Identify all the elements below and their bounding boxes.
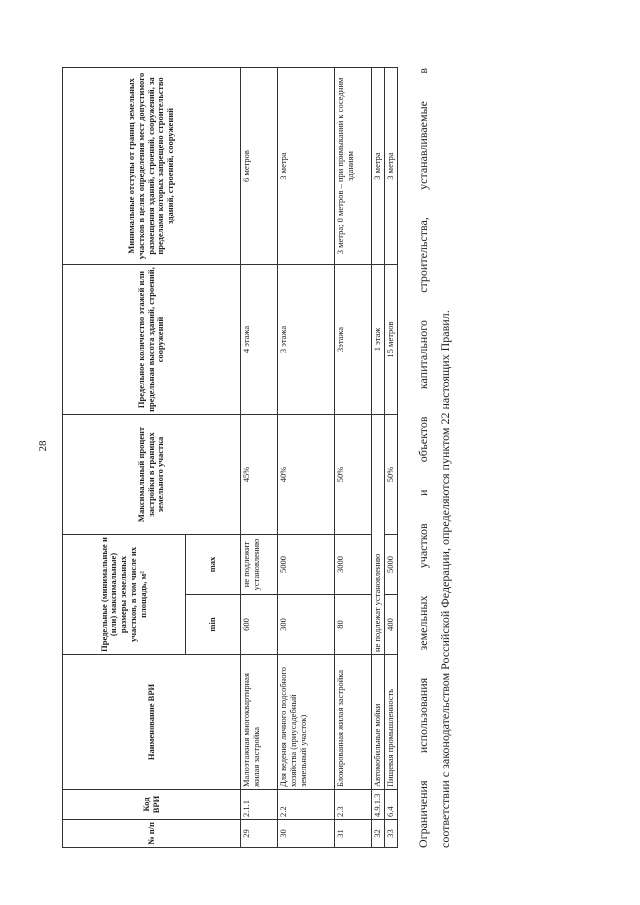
cell-percent: 40% bbox=[278, 415, 335, 535]
cell-code: 2.3 bbox=[335, 790, 372, 820]
cell-code: 6.4 bbox=[385, 790, 398, 820]
cell-floors: 3 этажа bbox=[278, 265, 335, 415]
page-number: 28 bbox=[37, 440, 49, 452]
cell-min: 400 bbox=[385, 595, 398, 655]
cell-max: 5000 bbox=[278, 535, 335, 595]
cell-name: Пищевая промышленность bbox=[385, 655, 398, 790]
header-percent: Максимальный процент застройки в границах земельного участка bbox=[63, 415, 241, 535]
cell-code: 2.2 bbox=[278, 790, 335, 820]
cell-max: не подлежит установлению bbox=[241, 535, 278, 595]
header-name: Наименование ВРИ bbox=[63, 655, 241, 790]
header-size-min: min bbox=[186, 595, 241, 655]
paragraph-line-1: Ограничения использования земельных участков и объектов капитального строительства, устанавливаемые в bbox=[416, 68, 430, 848]
cell-num: 33 bbox=[385, 820, 398, 848]
table-header-row bbox=[63, 68, 186, 848]
header-code: Код ВРИ bbox=[63, 790, 241, 820]
cell-percent: 50% bbox=[385, 415, 398, 535]
header-size-max: max bbox=[186, 535, 241, 595]
cell-setback: 3 метра bbox=[278, 68, 335, 265]
cell-name: Малоэтажная многоквартирная жилая застройка bbox=[241, 655, 278, 790]
cell-floors: 15 метров bbox=[385, 265, 398, 415]
restrictions-paragraph bbox=[412, 68, 456, 848]
paragraph-line-2: соответствии с законодательством Российской Федерации, определяются пунктом 22 настоящих Правил. bbox=[438, 310, 452, 848]
table-row bbox=[372, 68, 385, 848]
cell-setback: 3 метра bbox=[385, 68, 398, 265]
cell-floors: 4 этажа bbox=[241, 265, 278, 415]
cell-setback: 3 метра; 0 метров – при примыкании к соседним зданиям bbox=[335, 68, 372, 265]
cell-name: Автомобильные мойки bbox=[372, 655, 385, 790]
cell-max: 3000 bbox=[335, 535, 372, 595]
cell-name: Для ведения личного подсобного хозяйства (приусадебный земельный участок) bbox=[278, 655, 335, 790]
cell-code: 2.1.1 bbox=[241, 790, 278, 820]
rotated-document-body bbox=[62, 68, 452, 848]
cell-percent: 45% bbox=[241, 415, 278, 535]
cell-setback: 3 метра bbox=[372, 68, 385, 265]
cell-floors: 3этажа bbox=[335, 265, 372, 415]
cell-floors: 1 этаж bbox=[372, 265, 385, 415]
cell-name: Блокированная жилая застройка bbox=[335, 655, 372, 790]
header-floors: Предельное количество этажей или предельная высота зданий, строений, сооружений bbox=[63, 265, 241, 415]
header-size: Предельные (минимальные и (или) максимальные) размеры земельных участков, в том числе их площадь, м² bbox=[63, 535, 186, 655]
header-setback: Минимальные отступы от границ земельных участков в целях определения мест допустимого размещения зданий, строений, сооружений, за пределами которых запрещено строительство зданий, строений, сооружений bbox=[63, 68, 241, 265]
table-row bbox=[278, 68, 335, 848]
cell-code: 4.9.1.3 bbox=[372, 790, 385, 820]
cell-num: 30 bbox=[278, 820, 335, 848]
cell-num: 31 bbox=[335, 820, 372, 848]
cell-num: 32 bbox=[372, 820, 385, 848]
cell-setback: 6 метров bbox=[241, 68, 278, 265]
table-row bbox=[385, 68, 398, 848]
cell-merged-not-established: не подлежат установлению bbox=[372, 415, 385, 655]
cell-num: 29 bbox=[241, 820, 278, 848]
zoning-parameters-table bbox=[62, 67, 398, 848]
cell-min: 80 bbox=[335, 595, 372, 655]
table-row bbox=[335, 68, 372, 848]
header-num: № п/п bbox=[63, 820, 241, 848]
cell-percent: 50% bbox=[335, 415, 372, 535]
table-row bbox=[241, 68, 278, 848]
cell-max: 5000 bbox=[385, 535, 398, 595]
cell-min: 600 bbox=[241, 595, 278, 655]
cell-min: 300 bbox=[278, 595, 335, 655]
